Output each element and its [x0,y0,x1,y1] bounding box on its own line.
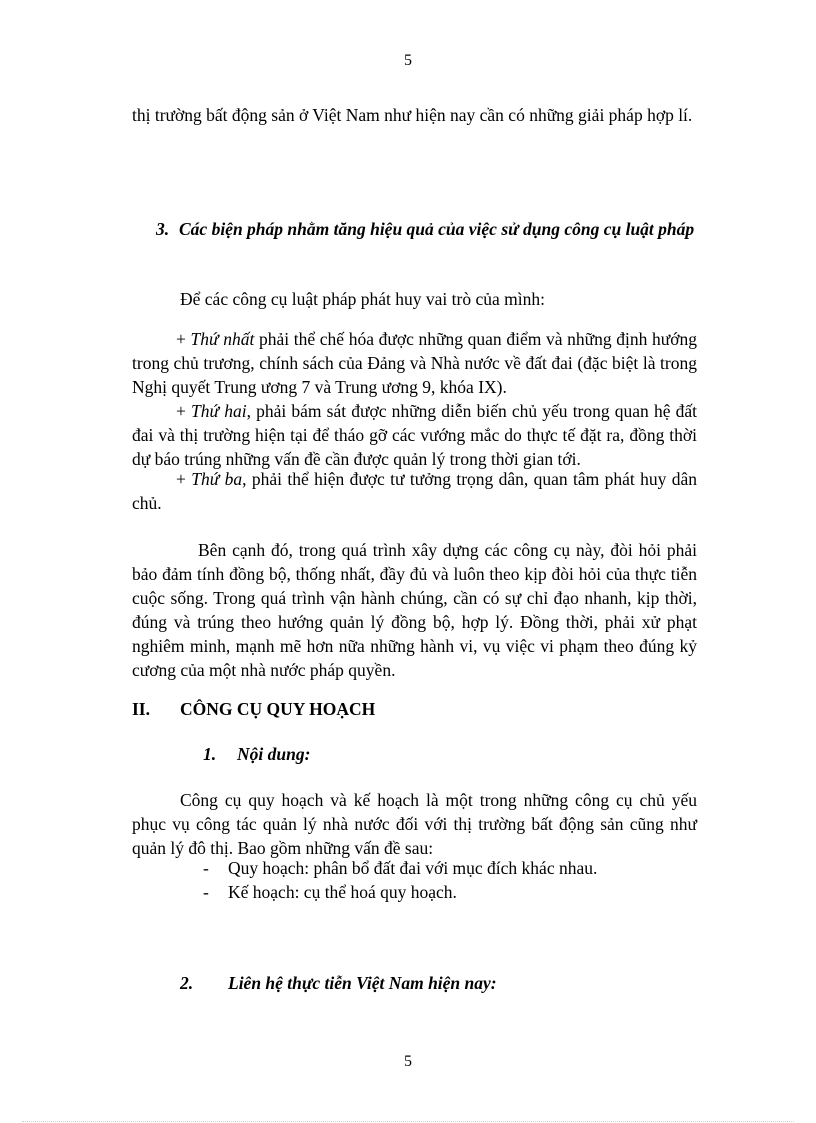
section-3-item-3 [132,467,697,515]
bullet-1-dash: - [203,858,209,878]
item-1-prefix: + [176,329,191,349]
page-bottom-divider [22,1121,794,1122]
item-3-label: Thứ ba [191,469,243,489]
item-1-text: phải thể chế hóa được những quan điểm và những định hướng trong chủ trương, chính sách của Đảng và Nhà nước về đất đai (đặc biệt là trong Nghị quyết Trung ương 7 và Trung ương 9, khóa IX). [132,329,698,397]
section-3-number: 3. [156,219,170,239]
section-ii-title: CÔNG CỤ QUY HOẠCH [180,699,376,719]
section-3-item-2 [132,399,697,471]
section-ii-number: II. [132,699,150,719]
subsection-2-title: Liên hệ thực tiễn Việt Nam hiện nay: [228,973,497,993]
bullet-1-text: Quy hoạch: phân bổ đất đai với mục đích khác nhau. [228,858,598,878]
subsection-1-title: Nội dung: [237,744,311,764]
item-3-prefix: + [176,469,192,489]
item-2-label: Thứ hai [191,401,247,421]
subsection-2-number: 2. [180,973,194,993]
subsection-1-number: 1. [203,744,217,764]
item-3-text: , phải thể hiện được tư tưởng trọng dân, quan tâm phát huy dân chủ. [132,469,697,513]
section-3-lead: Để các công cụ luật pháp phát huy vai trò của mình: [180,289,545,309]
subsection-1-paragraph: Công cụ quy hoạch và kế hoạch là một trong những công cụ chủ yếu phục vụ công tác quản lý nhà nước đối với thị trường bất động sản cũng như quản lý đô thị. Bao gồm những vấn đề sau: [132,790,697,858]
section-3-closing: Bên cạnh đó, trong quá trình xây dựng các công cụ này, đòi hỏi phải bảo đảm tính đồng bộ, thống nhất, đầy đủ và luôn theo kịp đòi hỏi của thực tiễn cuộc sống. Trong quá trình vận hành chúng, cần có sự chỉ đạo nhanh, kịp thời, đúng và trúng theo hướng quản lý đồng bộ, hợp lý. Đồng thời, phải xử phạt nghiêm minh, mạnh mẽ hơn nữa những hành vi, vụ việc vi phạm theo đúng kỷ cương của một nhà nước pháp quyền. [132,540,697,680]
item-2-prefix: + [176,401,192,421]
bullet-2-dash: - [203,882,209,902]
item-1-label: Thứ nhất [190,329,255,349]
bullet-2-text: Kế hoạch: cụ thể hoá quy hoạch. [228,882,457,902]
page-number-top: 5 [404,52,412,69]
section-3-item-1 [132,327,697,399]
intro-paragraph: thị trường bất động sản ở Việt Nam như hiện nay cần có những giải pháp hợp lí. [132,105,693,125]
page-number-bottom: 5 [404,1053,412,1070]
item-2-text: , phải bám sát được những diễn biến chủ yếu trong quan hệ đất đai và thị trường hiện tại để tháo gỡ các vướng mắc do thực tế đặt ra, đồng thời dự báo trúng những vấn đề cần được quản lý trong thời gian tới. [132,401,698,469]
section-3-title: Các biện pháp nhằm tăng hiệu quả của việc sử dụng công cụ luật pháp [179,219,695,239]
